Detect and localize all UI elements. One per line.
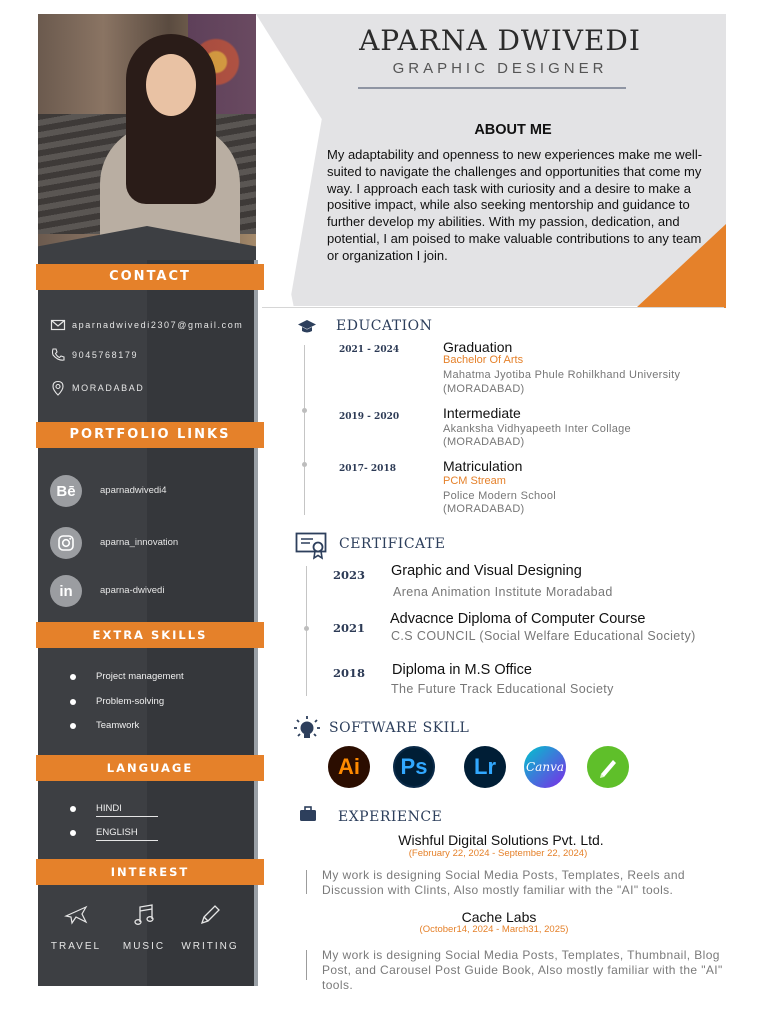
music-note-icon (131, 902, 157, 928)
phone-text: 9045768179 (72, 350, 139, 360)
behance-label: aparnadwivedi4 (100, 485, 167, 496)
illustrator-icon: Ai (328, 746, 370, 788)
linkedin-icon: in (50, 575, 82, 607)
linkedin-label: aparna-dwivedi (100, 585, 165, 596)
page-title: APARNA DWIVEDI (359, 24, 641, 57)
education-city: (MORADABAD) (443, 503, 525, 515)
portfolio-link-instagram[interactable] (50, 527, 179, 559)
contact-phone[interactable] (50, 347, 138, 363)
interest-writing: WRITING (174, 902, 246, 952)
instagram-icon (50, 527, 82, 559)
email-icon (50, 317, 66, 333)
airplane-icon (63, 902, 89, 928)
experience-description: My work is designing Social Media Posts, Templates, Reels and Discussion with Clints, Also mostly familiar with the "AI" tools. (322, 868, 686, 897)
about-heading: ABOUT ME (474, 122, 552, 138)
contact-email[interactable] (50, 317, 243, 333)
certificate-year: 2018 (333, 666, 366, 680)
certificate-year: 2023 (333, 568, 366, 582)
job-title: GRAPHIC DESIGNER (392, 60, 608, 77)
education-title: Intermediate (443, 405, 521, 421)
list-item: HINDI (68, 803, 158, 827)
instagram-label: aparna_innovation (100, 537, 179, 548)
certificate-title: Diploma in M.S Office (392, 662, 532, 678)
education-school: Police Modern School (443, 490, 557, 502)
certificate-detail: C.S COUNCIL (Social Welfare Educational Society) (391, 629, 696, 643)
briefcase-icon (299, 806, 317, 822)
contact-heading: CONTACT (36, 264, 264, 290)
about-text: My adaptability and openness to new experiences make me well-suited to navigate the challenges and opportunities that come my way. I approach each task with curiosity and a desire to make a positive impact, while also seeking mentorship and guidance to further develop my abilities. With my passion, dedication, and potential, I am poised to make valuable contributions to any team or organization I join. (327, 147, 703, 263)
certificate-title: Advacnce Diploma of Computer Course (390, 611, 646, 627)
coreldraw-icon (587, 746, 629, 788)
interest-heading: INTEREST (36, 859, 264, 885)
interest-music: MUSIC (108, 902, 180, 952)
behance-icon: Bē (50, 475, 82, 507)
lightbulb-icon (292, 714, 322, 744)
list-item: Project management (68, 671, 184, 696)
education-title: Graduation (443, 339, 513, 355)
extra-skills-list (68, 671, 184, 745)
experience-company: Cache Labs (461, 909, 537, 925)
list-item: Problem-solving (68, 696, 184, 721)
education-sub: Bachelor Of Arts (443, 354, 524, 366)
location-text: MORADABAD (72, 383, 145, 393)
education-school: Mahatma Jyotiba Phule Rohilkhand University (443, 369, 681, 381)
email-text: aparnadwivedi2307@gmail.com (72, 320, 244, 330)
lightroom-icon: Lr (464, 746, 506, 788)
experience-heading: EXPERIENCE (338, 809, 443, 825)
education-years: 2019 - 2020 (339, 412, 400, 422)
photoshop-icon: Ps (393, 746, 435, 788)
canva-icon: Canva (524, 746, 566, 788)
phone-icon (50, 347, 66, 363)
list-item: ENGLISH (68, 827, 158, 851)
pencil-icon (197, 902, 223, 928)
certificate-icon (295, 532, 327, 560)
education-years: 2017- 2018 (339, 464, 396, 474)
language-heading: LANGUAGE (36, 755, 264, 781)
education-years: 2021 - 2024 (339, 345, 400, 355)
certificate-year: 2021 (333, 621, 366, 635)
profile-photo (38, 14, 256, 260)
education-city: (MORADABAD) (443, 436, 525, 448)
education-school: Akanksha Vidhyapeeth Inter Collage (443, 423, 631, 435)
certificate-title: Graphic and Visual Designing (391, 563, 582, 579)
education-sub: PCM Stream (443, 475, 506, 487)
experience-dates: (October14, 2024 - March31, 2025) (419, 924, 569, 935)
list-item: Teamwork (68, 720, 184, 745)
location-pin-icon (50, 380, 66, 396)
portfolio-link-linkedin[interactable] (50, 575, 165, 607)
contact-location (50, 380, 144, 396)
portfolio-link-behance[interactable] (50, 475, 167, 507)
certificate-detail: The Future Track Educational Society (391, 682, 614, 696)
education-city: (MORADABAD) (443, 383, 525, 395)
experience-dates: (February 22, 2024 - September 22, 2024) (408, 848, 588, 859)
graduation-cap-icon (297, 319, 317, 335)
interest-travel: TRAVEL (40, 902, 112, 952)
certificate-detail: Arena Animation Institute Moradabad (393, 585, 613, 599)
language-list (68, 803, 158, 851)
certificate-heading: CERTIFICATE (339, 536, 446, 552)
education-heading: EDUCATION (336, 318, 433, 334)
portfolio-heading: PORTFOLIO LINKS (36, 422, 264, 448)
extra-skills-heading: EXTRA SKILLS (36, 622, 264, 648)
experience-description: My work is designing Social Media Posts, Templates, Thumbnail, Blog Post, and Carousel Post Guide Book, Also mostly familiar with the "AI" tools. (322, 948, 723, 992)
experience-company: Wishful Digital Solutions Pvt. Ltd. (398, 832, 604, 848)
software-heading: SOFTWARE SKILL (329, 720, 470, 736)
education-title: Matriculation (443, 458, 523, 474)
